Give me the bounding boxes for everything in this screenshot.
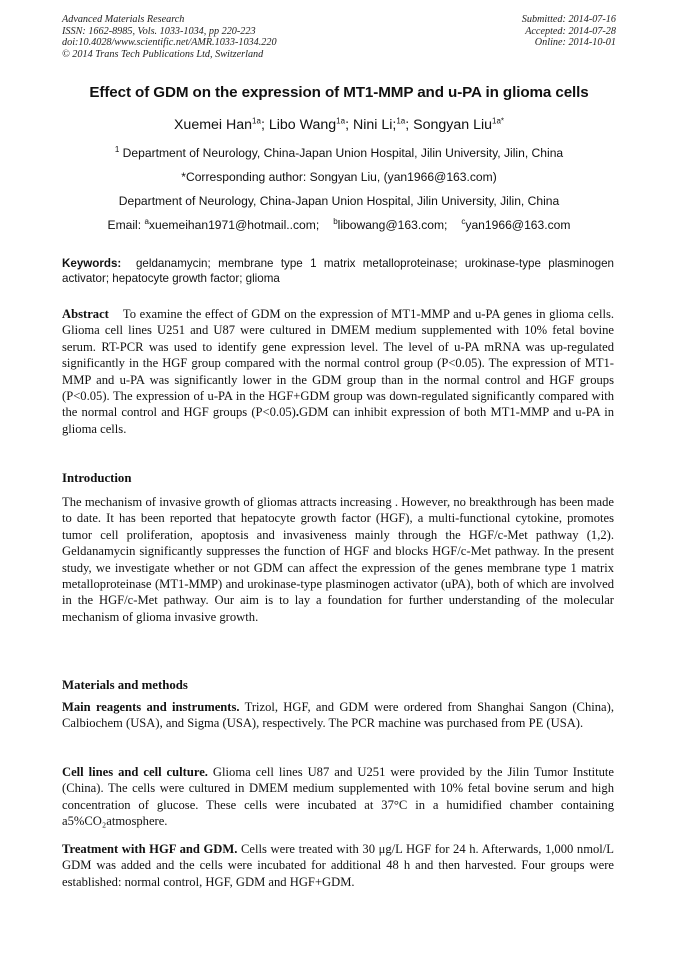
methods-paragraph [62,841,614,890]
email-mark: c [461,216,466,226]
email-mark: a [144,216,149,226]
online-date: Online: 2014-10-01 [534,37,616,49]
affiliation-text: Department of Neurology, China-Japan Union Hospital, Jilin University, Jilin, China [122,146,564,160]
abstract-bold-period: . [295,405,300,420]
introduction-heading: Introduction [62,471,132,485]
email-address[interactable]: yan1966@163.com [465,218,571,232]
paragraph-lead: Main reagents and instruments. [62,700,240,714]
email-label: Email: [107,218,145,232]
author-separator: ; [405,117,414,133]
email-address[interactable]: libowang@163.com; [337,218,448,232]
accepted-date: Accepted: 2014-07-28 [525,25,616,37]
paragraph-lead: Treatment with HGF and GDM. [62,842,238,856]
introduction-text: The mechanism of invasive growth of gliomas attracts increasing . However, no breakthrough has been made to date. It has been reported that hepatocyte growth factor (HGF), a multi-functional cytokine, promotes tumor cell proliferation, apoptosis and invasiveness mainly through the HGF/c-Met pathway (1,2). Geldanamycin significantly suppresses the function of HGF and blocks HGF/c-Met pathway. In the present study, we investigate whether or not GDM can affect the expression of the genes membrane type 1 matrix metalloproteinase (MT1-MMP) and urokinase-type plasminogen activator (uPA), both of which are involved in the HGF/c-Met pathway. Our aim is to lay a foundation for further understanding of the molecular mechanism of glioma invasive growth. [62,495,614,624]
author-name: Songyan Liu [413,117,493,133]
abstract-label: Abstract [62,307,109,321]
keywords [62,256,614,286]
author-affiliation-mark: 1a [336,116,346,126]
methods-paragraph [62,764,614,830]
abstract-conclusion: GDM can inhibit expression of both MT1-MMP and u-PA in glioma cells. [62,405,614,436]
author-affiliation-mark: 1a* [492,116,505,126]
keywords-label: Keywords: [62,257,122,270]
author-name: Nini Li; [352,117,397,133]
abstract-text: To examine the effect of GDM on the expression of MT1-MMP and u-PA genes in glioma cells. Glioma cell lines U251 and U87 were cultured in DMEM medium supplemented with 10% fetal bovine serum. RT-PCR was used to identify gene expression level. The level of u-PA mRNA was up-regulated significantly in the HGF group compared with the normal control group (P<0.05). The expression of MT1-MMP and u-PA was significantly lower in the GDM group than in the normal control and HGF groups (P<0.05). The expression of u-PA in the HGF+GDM group was down-regulated significantly compared with the normal control and HGF groups (P<0.05) [62,307,614,420]
author-separator: ; [260,117,269,133]
journal-name: Advanced Materials Research [62,14,185,25]
author-separator: ; [345,117,353,133]
affiliation-1 [0,146,678,160]
author-affiliation-mark: 1a [396,116,406,126]
paper-title: Effect of GDM on the expression of MT1-MMP and u-PA in glioma cells [89,84,589,101]
author-name: Libo Wang [268,117,337,133]
corresponding-author: *Corresponding author: Songyan Liu, (yan1966@163.com) [181,170,497,184]
journal-info [62,14,277,60]
email-mark: b [333,216,338,226]
email-address[interactable]: xuemeihan1971@hotmail..com; [148,218,320,232]
author-affiliation-mark: 1a [252,116,261,126]
submitted-date: Submitted: 2014-07-16 [521,14,616,25]
keywords-text: geldanamycin; membrane type 1 matrix metalloproteinase; urokinase-type plasminogen activator; hepatocyte growth factor; glioma [62,257,614,285]
copyright-line: © 2014 Trans Tech Publications Ltd, Switzerland [62,48,264,60]
paragraph-text: Cells were treated with 30 μg/L HGF for 24 h. Afterwards, 1,000 nmol/L GDM was added and the cells were incubated for additional 48 h and then harvested. Four groups were established: normal control, HGF, GDM and HGF+GDM. [62,842,614,889]
paragraph-text: Glioma cell lines U87 and U251 were provided by the Jilin Tumor Institute (China). The cells were cultured in DMEM medium supplemented with 10% fetal bovine serum and high concentration of glucose. These cells were incubated at 37°C in a humidified chamber containing a5%CO₂atmosphere. [62,765,614,829]
affiliation-2: Department of Neurology, China-Japan Union Hospital, Jilin University, Jilin, China [118,194,560,208]
author-list [0,117,678,133]
paragraph-text: Trizol, HGF, and GDM were ordered from Shanghai Sangon (China), Calbiochem (USA), and Sigma (USA), respectively. The PCR machine was purchased from PE (USA). [62,700,614,731]
issn-line: ISSN: 1662-8985, Vols. 1033-1034, pp 220-223 [62,25,256,37]
abstract [62,306,614,437]
paragraph-lead: Cell lines and cell culture. [62,765,208,779]
affiliation-mark: 1 [114,144,120,154]
methods-paragraph [62,699,614,732]
doi-line: doi:10.4028/www.scientific.net/AMR.1033-1034.220 [62,37,277,49]
submission-dates [522,14,616,49]
email-line [0,218,678,232]
methods-heading: Materials and methods [62,678,188,692]
author-name: Xuemei Han [173,117,253,133]
